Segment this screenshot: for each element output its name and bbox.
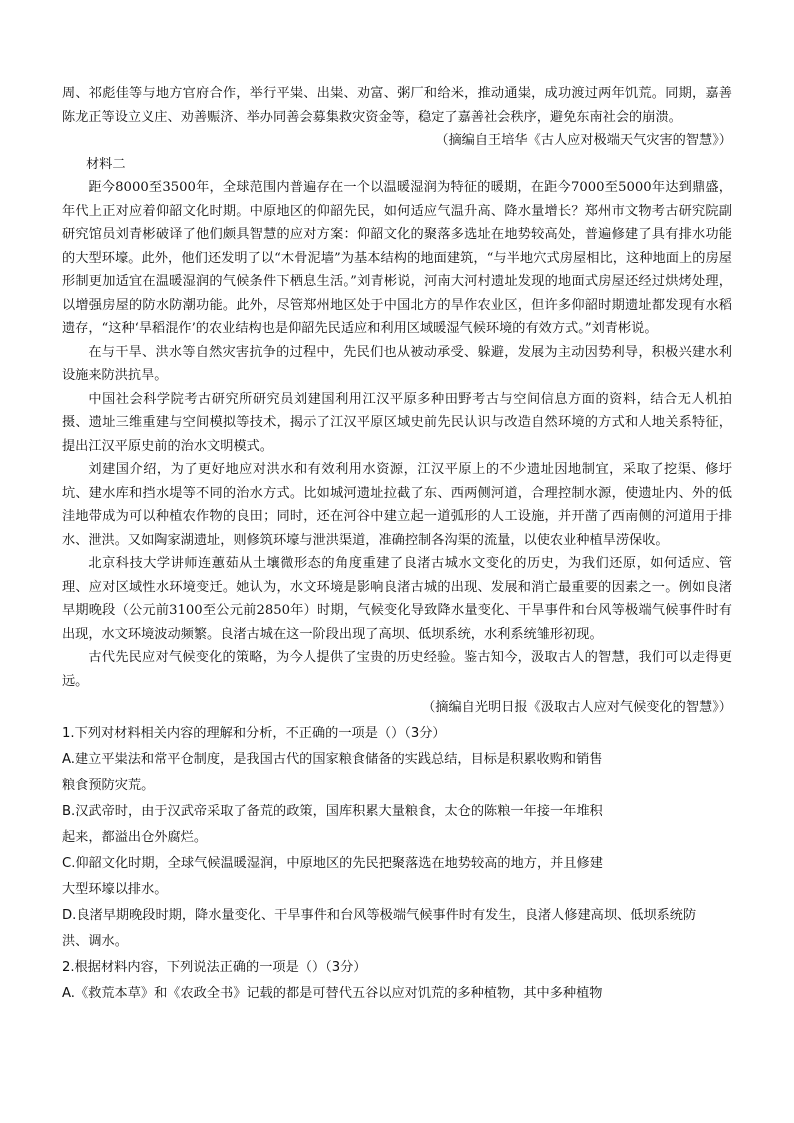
- option-c-line-1: C.仰韶文化时期，全球气候温暖湿润，中原地区的先民把聚落选在地势较高的地方，并且修建: [62, 856, 603, 871]
- option-a-line-1: A.建立平粜法和常平仓制度，是我国古代的国家粮食储备的实践总结，目标是积累收购和销售: [62, 752, 603, 767]
- material2-paragraph: 古代先民应对气候变化的策略，为今人提供了宝贵的历史经验。鉴古知今，汲取古人的智慧，我们可以走得更远。: [62, 650, 732, 689]
- source-citation-2: （摘编自光明日报《汲取古人应对气候变化的智慧》）: [422, 700, 732, 715]
- option-a-line-1: A.《救荒本草》和《农政全书》记载的都是可替代五谷以应对饥荒的多种植物，其中多种植物: [62, 986, 603, 1001]
- question-1: [62, 721, 732, 955]
- material2-paragraph: 在与干旱、洪水等自然灾害抗争的过程中，先民们也从被动承受、躲避，发展为主动因势利导，积极兴建水利设施来防洪抗旱。: [62, 344, 732, 383]
- source-citation-1: （摘编自王培华《古人应对极端天气灾害的智慧》）: [435, 133, 732, 148]
- option-b-line-2: 起来，都溢出仓外腐烂。: [62, 830, 208, 845]
- question-stem: 2.根据材料内容，下列说法正确的一项是（）（3分）: [62, 960, 367, 975]
- option-a-line-2: 粮食预防灾荒。: [62, 778, 155, 793]
- question-2: [62, 955, 732, 1007]
- material2-paragraph: 北京科技大学讲师连蕙茹从土壤微形态的角度重建了良渚古城水文变化的历史，为我们还原，如何适应、管理、应对区域性水环境变迁。她认为，水文环境是影响良渚古城的出现、发展和消亡最重要的因素之一。例如良渚早期晚段（公元前3100至公元前2850年）时期，气候变化导致降水量变化、干旱事件和台风等极端气候事件时有出现，水文环境波动频繁。良渚古城在这一阶段出现了高坝、低坝系统，水利系统雏形初现。: [62, 556, 732, 642]
- material2-paragraph: 中国社会科学院考古研究所研究员刘建国利用江汉平原多种田野考古与空间信息方面的资料，结合无人机拍摄、遗址三维重建与空间模拟等技术，揭示了江汉平原区域史前先民认识与改造自然环境的方式和人地关系特征，提出江汉平原史前的治水文明模式。: [62, 391, 732, 454]
- option-d-line-1: D.良渚早期晚段时期，降水量变化、干旱事件和台风等极端气候事件时有发生，良渚人修建高坝、低坝系统防: [62, 908, 697, 923]
- material2-paragraph: 刘建国介绍，为了更好地应对洪水和有效利用水资源，江汉平原上的不少遗址因地制宜，采取了挖渠、修圩坑、建水库和挡水堤等不同的治水方式。比如城河遗址拉截了东、西两侧河道，合理控制水源，使遗址内、外的低洼地带成为可以种植农作物的良田；同时，还在河谷中建立起一道弧形的人工设施，并开凿了西南侧的河道用于排水、泄洪。又如陶家湖遗址，则修筑环壕与泄洪渠道，准确控制各沟渠的流量，以使农业种植旱涝保收。: [62, 462, 732, 548]
- option-b-line-1: B.汉武帝时，由于汉武帝采取了备荒的政策，国库积累大量粮食，太仓的陈粮一年接一年堆积: [62, 804, 603, 819]
- option-c-line-2: 大型环壕以排水。: [62, 882, 168, 897]
- option-d-line-2: 洪、调水。: [62, 934, 128, 949]
- material1-tail: 周、祁彪佳等与地方官府合作，举行平粜、出粜、劝富、粥厂和给米，推动通粜，成功渡过两年饥荒。同期，嘉善陈龙正等设立义庄、劝善赈济、举办同善会募集救灾资金等，稳定了嘉善社会秩序，避免东南社会的崩溃。: [62, 86, 732, 125]
- question-stem: 1.下列对材料相关内容的理解和分析，不正确的一项是（）（3分）: [62, 726, 446, 741]
- material2-label: 材料二: [86, 156, 126, 172]
- document-page: [62, 82, 732, 1007]
- material2-paragraph: 距今8000至3500年，全球范围内普遍存在一个以温暖湿润为特征的暖期，在距今7000至5000年达到鼎盛，年代上正对应着仰韶文化时期。中原地区的仰韶先民，如何适应气温升高、降水量增长？郑州市文物考古研究院副研究馆员刘青彬破译了他们颇具智慧的应对方案：仰韶文化的聚落多选址在地势较高处，普遍修建了具有排水功能的大型环壕。此外，他们还发明了以“木骨泥墙”为基本结构的地面建筑，“与半地穴式房屋相比，这种地面上的房屋形制更加适宜在温暖湿润的气候条件下栖息生活。”刘青彬说，河南大河村遗址发现的地面式房屋还经过烘烤处理，以增强房屋的防水防潮功能。此外，尽管郑州地区处于中国北方的旱作农业区，但许多仰韶时期遗址都发现有水稻遗存，“这种‘旱稻混作’的农业结构也是仰韶先民适应和利用区域暖湿气候环境的有效方式。”刘青彬说。: [62, 180, 732, 336]
